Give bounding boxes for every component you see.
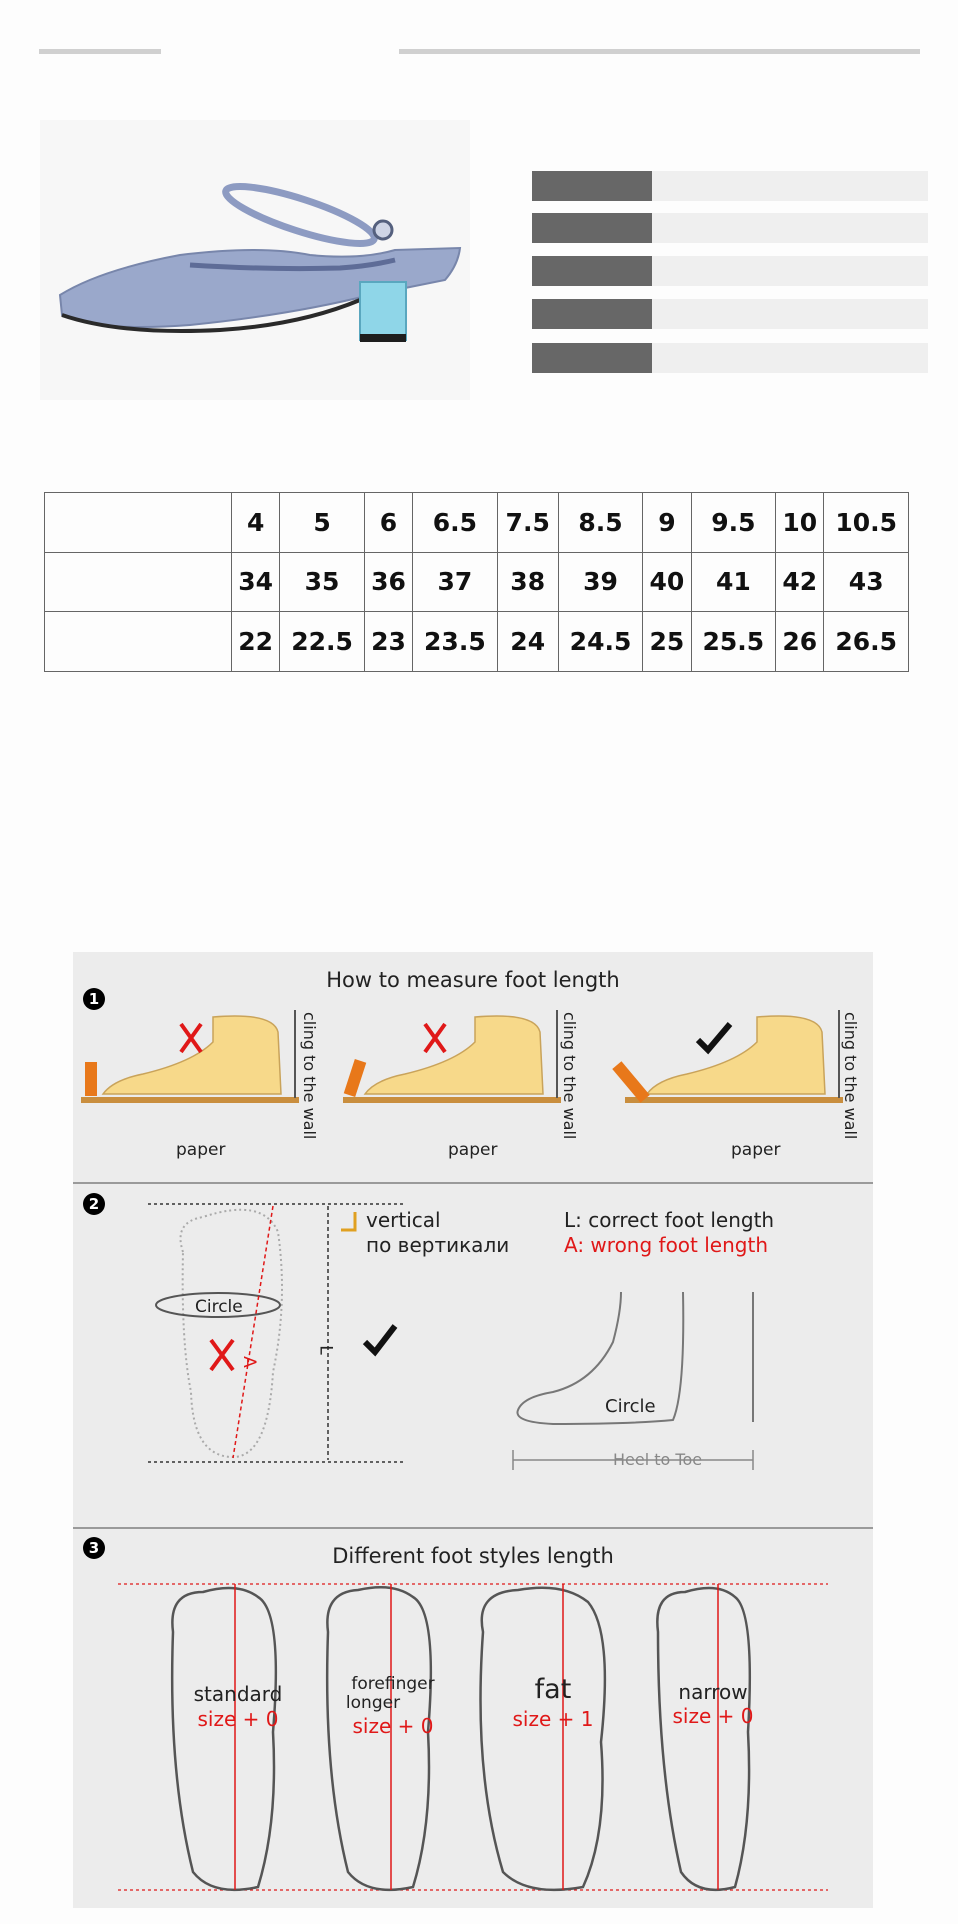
paper-label-3: paper (731, 1140, 781, 1160)
section-divider-1 (73, 1182, 873, 1184)
foot-size-fat: size + 1 (512, 1707, 594, 1731)
size-bar-4 (532, 299, 928, 329)
size-bar-2 (532, 213, 928, 243)
measure-guide-panel (73, 952, 873, 1908)
table-cell: 23.5 (413, 612, 498, 672)
letter-l: L (315, 1345, 336, 1355)
foot-type-fat: fat (534, 1674, 572, 1705)
table-cell: 7.5 (497, 493, 558, 553)
table-cell: 35 (280, 552, 365, 612)
table-cell: 22 (232, 612, 280, 672)
table-cell: 24 (497, 612, 558, 672)
row-label (45, 493, 232, 553)
table-cell: 40 (643, 552, 691, 612)
table-cell: 23 (364, 612, 412, 672)
table-cell: 6.5 (413, 493, 498, 553)
legend-correct-length: L: correct foot length (564, 1208, 775, 1232)
table-cell: 34 (232, 552, 280, 612)
table-cell: 25 (643, 612, 691, 672)
table-row (45, 552, 909, 612)
table-cell: 41 (691, 552, 776, 612)
table-cell: 10.5 (824, 493, 909, 553)
wall-label-3: cling to the wall (841, 1012, 860, 1140)
table-cell: 42 (776, 552, 824, 612)
foot-wrong-1 (81, 1010, 299, 1103)
row-label (45, 612, 232, 672)
foot-type-forefinger-line1: forefinger (351, 1674, 435, 1694)
table-row (45, 612, 909, 672)
table-cell: 4 (232, 493, 280, 553)
table-cell: 9.5 (691, 493, 776, 553)
row-label (45, 552, 232, 612)
wall-label-1: cling to the wall (300, 1012, 319, 1140)
table-cell: 38 (497, 552, 558, 612)
size-chart-table (44, 492, 909, 672)
table-cell: 26.5 (824, 612, 909, 672)
foot-wrong-2 (343, 1010, 561, 1103)
table-cell: 25.5 (691, 612, 776, 672)
table-cell: 37 (413, 552, 498, 612)
table-cell: 6 (364, 493, 412, 553)
letter-a: A (238, 1356, 259, 1368)
heel-to-toe-label: Heel to Toe (613, 1450, 703, 1469)
top-rule-right (399, 49, 920, 54)
foot-type-forefinger-line2: longer (345, 1693, 401, 1713)
step-number-3: 3 (83, 1537, 105, 1559)
circle-label-front: Circle (195, 1297, 243, 1317)
foot-correct (612, 1010, 843, 1103)
step1-title: How to measure foot length (326, 968, 620, 992)
size-bar-3 (532, 256, 928, 286)
table-cell: 8.5 (558, 493, 643, 553)
step-number-1: 1 (83, 988, 105, 1010)
size-bar-1 (532, 171, 928, 201)
foot-size-narrow: size + 0 (672, 1704, 754, 1728)
foot-fat (481, 1584, 605, 1890)
circle-label-side: Circle (605, 1396, 656, 1417)
table-cell: 24.5 (558, 612, 643, 672)
section-divider-2 (73, 1527, 873, 1529)
paper-label-1: paper (176, 1140, 226, 1160)
paper-label-2: paper (448, 1140, 498, 1160)
table-cell: 22.5 (280, 612, 365, 672)
table-cell: 9 (643, 493, 691, 553)
foot-standard (172, 1584, 276, 1890)
foot-type-narrow: narrow (678, 1680, 748, 1704)
foot-styles-diagram (73, 1572, 873, 1907)
size-bar-5 (532, 343, 928, 373)
foot-type-standard: standard (193, 1682, 283, 1706)
product-image (40, 120, 470, 400)
table-cell: 26 (776, 612, 824, 672)
top-rule-left (39, 49, 161, 54)
table-row (45, 493, 909, 553)
table-cell: 36 (364, 552, 412, 612)
foot-narrow (657, 1584, 749, 1890)
table-cell: 43 (824, 552, 909, 612)
table-cell: 5 (280, 493, 365, 553)
foot-size-standard: size + 0 (197, 1707, 279, 1731)
measure-illustration-row (73, 1002, 873, 1127)
foot-size-forefinger: size + 0 (352, 1714, 434, 1738)
legend-wrong-length: A: wrong foot length (564, 1233, 768, 1257)
vertical-label-en: vertical (366, 1208, 441, 1232)
table-cell: 39 (558, 552, 643, 612)
step3-title: Different foot styles length (332, 1544, 614, 1568)
table-cell: 10 (776, 493, 824, 553)
vertical-label-ru: по вертикали (366, 1233, 510, 1257)
wall-label-2: cling to the wall (560, 1012, 579, 1140)
step-number-2: 2 (83, 1193, 105, 1215)
